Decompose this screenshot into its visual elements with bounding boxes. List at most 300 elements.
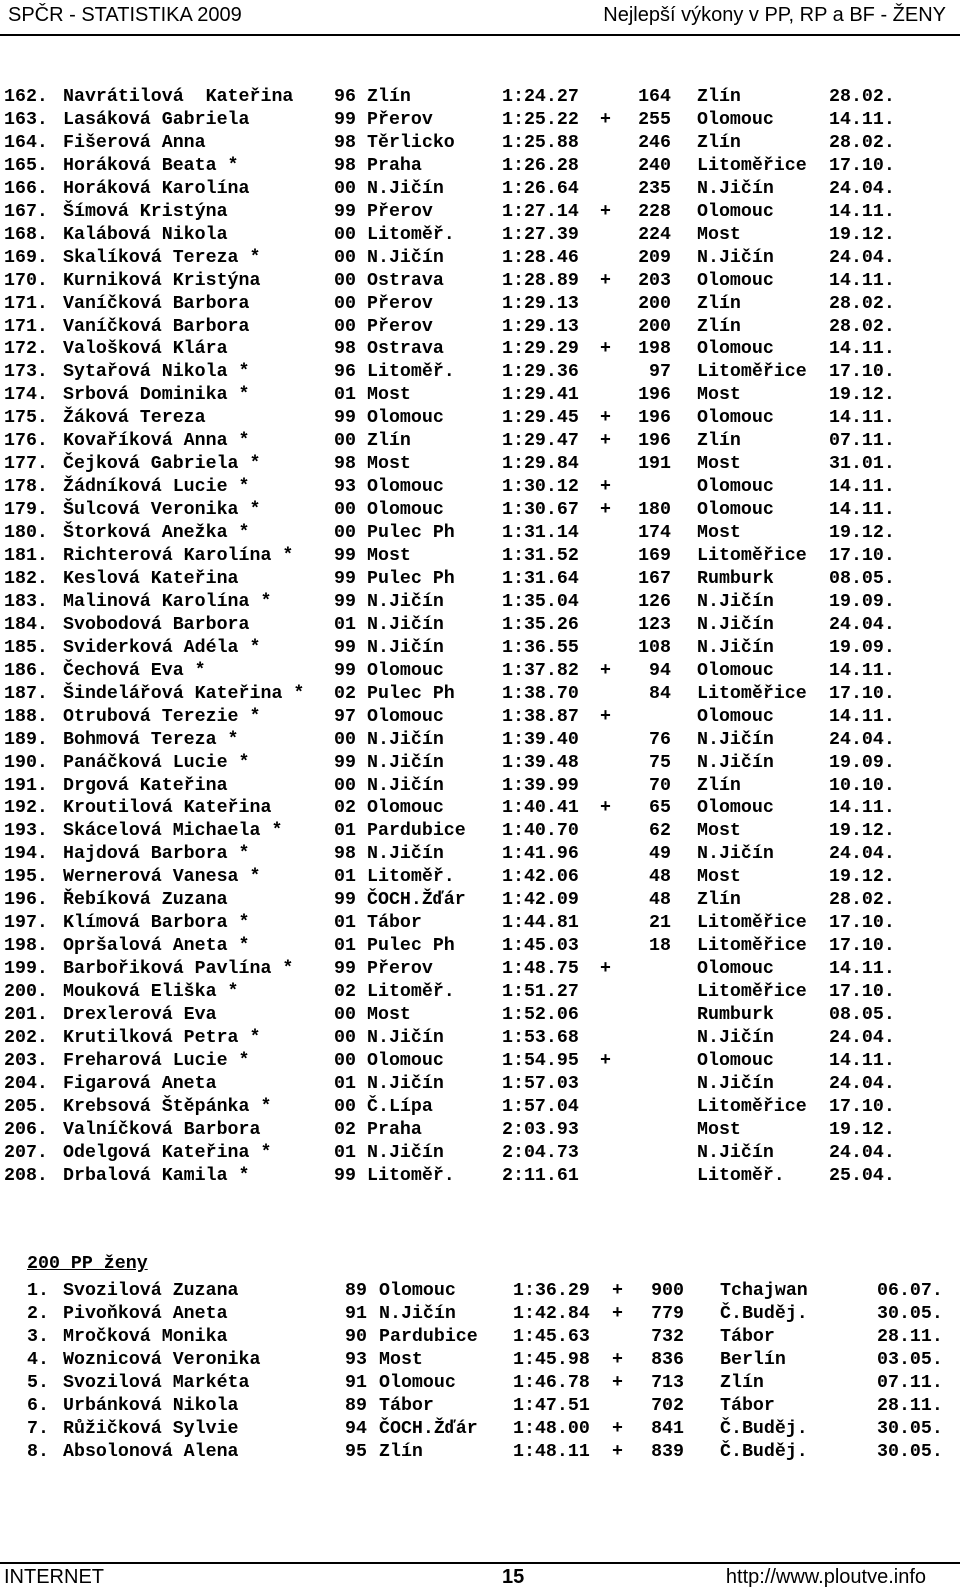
club-cell: N.Jičín <box>367 637 444 658</box>
rank-cell: 186. <box>4 660 48 681</box>
mark-cell: + <box>600 500 611 521</box>
table-row <box>0 476 960 499</box>
points-cell: 196 <box>638 431 671 452</box>
time-cell: 1:36.55 <box>502 637 579 658</box>
year-cell: 00 <box>334 316 356 337</box>
year-cell: 00 <box>334 178 356 199</box>
footer-url: http://www.ploutve.info <box>725 1566 926 1588</box>
time-cell: 1:41.96 <box>502 844 579 865</box>
rank-cell: 181. <box>4 546 48 566</box>
points-cell: 108 <box>638 637 671 658</box>
club-cell: Olomouc <box>367 477 444 498</box>
date-cell: 19.12. <box>829 867 895 888</box>
year-cell: 01 <box>334 385 356 406</box>
mark-cell: + <box>600 431 611 452</box>
year-cell: 00 <box>334 293 356 314</box>
year-cell: 89 <box>345 1396 367 1416</box>
points-cell: 702 <box>651 1396 684 1416</box>
points-cell: 839 <box>651 1442 684 1462</box>
year-cell: 00 <box>334 1027 356 1048</box>
year-cell: 01 <box>334 614 356 635</box>
time-cell: 1:45.98 <box>513 1350 590 1370</box>
rank-cell: 189. <box>4 729 48 750</box>
table-row <box>0 752 960 775</box>
name-cell: Čejková Gabriela * <box>63 454 261 475</box>
place-cell: N.Jičín <box>697 1142 774 1163</box>
club-cell: Pulec Ph <box>367 683 455 704</box>
place-cell: Zlín <box>697 316 741 337</box>
club-cell: Most <box>379 1350 423 1370</box>
table-row <box>0 453 960 476</box>
table-row <box>0 132 960 155</box>
time-cell: 1:57.03 <box>502 1073 579 1094</box>
table-row <box>0 1165 960 1188</box>
place-cell: Tábor <box>720 1396 775 1416</box>
table-row <box>0 981 960 1004</box>
time-cell: 1:57.04 <box>502 1096 579 1117</box>
year-cell: 00 <box>334 775 356 796</box>
club-cell: Most <box>367 385 411 406</box>
place-cell: Most <box>697 224 741 245</box>
time-cell: 1:28.89 <box>502 270 579 291</box>
mark-cell: + <box>600 339 611 360</box>
points-cell: 169 <box>638 546 671 566</box>
rank-cell: 205. <box>4 1096 48 1117</box>
year-cell: 00 <box>334 270 356 291</box>
name-cell: Svozilová Zuzana <box>63 1281 239 1301</box>
rank-cell: 198. <box>4 936 48 957</box>
rank-cell: 1. <box>27 1281 49 1301</box>
points-cell: 246 <box>638 132 671 153</box>
place-cell: Litoměřice <box>697 362 807 383</box>
club-cell: N.Jičín <box>367 775 444 796</box>
club-cell: N.Jičín <box>367 844 444 865</box>
table-row <box>0 316 960 339</box>
name-cell: Čechová Eva * <box>63 660 206 681</box>
place-cell: Olomouc <box>697 201 774 222</box>
name-cell: Richterová Karolína * <box>63 546 294 566</box>
time-cell: 1:38.70 <box>502 683 579 704</box>
year-cell: 02 <box>334 683 356 704</box>
table-row <box>0 1395 960 1418</box>
place-cell: Most <box>697 867 741 888</box>
club-cell: Přerov <box>367 316 433 337</box>
table-row <box>0 1372 960 1395</box>
date-cell: 14.11. <box>829 959 895 980</box>
club-cell: Litoměř. <box>367 867 455 888</box>
name-cell: Žádníková Lucie * <box>63 477 250 498</box>
name-cell: Freharová Lucie * <box>63 1050 250 1071</box>
rank-cell: 174. <box>4 385 48 406</box>
table-row <box>0 1441 960 1464</box>
place-cell: Olomouc <box>697 660 774 681</box>
name-cell: Šímová Kristýna <box>63 201 228 222</box>
rank-cell: 207. <box>4 1142 48 1163</box>
points-cell: 48 <box>649 890 671 911</box>
rank-cell: 180. <box>4 523 48 544</box>
date-cell: 24.04. <box>829 614 895 635</box>
date-cell: 10.10. <box>829 775 895 796</box>
points-cell: 180 <box>638 500 671 521</box>
table-row <box>0 1349 960 1372</box>
name-cell: Žáková Tereza <box>63 408 206 429</box>
year-cell: 99 <box>334 660 356 681</box>
name-cell: Hajdová Barbora * <box>63 844 250 865</box>
club-cell: Ostrava <box>367 270 444 291</box>
mark-cell: + <box>600 201 611 222</box>
time-cell: 1:39.40 <box>502 729 579 750</box>
club-cell: Pulec Ph <box>367 936 455 957</box>
year-cell: 99 <box>334 109 356 130</box>
rank-cell: 164. <box>4 132 48 153</box>
date-cell: 14.11. <box>829 270 895 291</box>
name-cell: Malinová Karolína * <box>63 591 272 612</box>
table-row <box>0 545 960 568</box>
mark-cell: + <box>600 408 611 429</box>
year-cell: 99 <box>334 408 356 429</box>
name-cell: Krebsová Štěpánka * <box>63 1096 272 1117</box>
club-cell: Přerov <box>367 293 433 314</box>
place-cell: N.Jičín <box>697 178 774 199</box>
year-cell: 02 <box>334 798 356 819</box>
name-cell: Woznicová Veronika <box>63 1350 261 1370</box>
rank-cell: 197. <box>4 913 48 934</box>
name-cell: Klímová Barbora * <box>63 913 250 934</box>
year-cell: 90 <box>345 1327 367 1347</box>
points-cell: 235 <box>638 178 671 199</box>
name-cell: Wernerová Vanesa * <box>63 867 261 888</box>
rank-cell: 8. <box>27 1442 49 1462</box>
time-cell: 1:42.09 <box>502 890 579 911</box>
mark-cell: + <box>612 1304 623 1324</box>
time-cell: 1:44.81 <box>502 913 579 934</box>
name-cell: Absolonová Alena <box>63 1442 239 1462</box>
points-cell: 779 <box>651 1304 684 1324</box>
place-cell: Zlín <box>697 132 741 153</box>
table-row <box>0 430 960 453</box>
year-cell: 97 <box>334 706 356 727</box>
year-cell: 01 <box>334 1142 356 1163</box>
place-cell: N.Jičín <box>697 729 774 750</box>
place-cell: Litoměřice <box>697 936 807 957</box>
time-cell: 1:48.75 <box>502 959 579 980</box>
points-cell: 48 <box>649 867 671 888</box>
name-cell: Bohmová Tereza * <box>63 729 239 750</box>
mark-cell: + <box>600 270 611 291</box>
rank-cell: 171. <box>4 293 48 314</box>
club-cell: Olomouc <box>367 500 444 521</box>
table-row <box>0 499 960 522</box>
club-cell: N.Jičín <box>367 247 444 268</box>
points-cell: 70 <box>649 775 671 796</box>
date-cell: 24.04. <box>829 1073 895 1094</box>
club-cell: Těrlicko <box>367 132 455 153</box>
time-cell: 1:24.27 <box>502 87 579 107</box>
year-cell: 98 <box>334 155 356 176</box>
year-cell: 99 <box>334 637 356 658</box>
club-cell: N.Jičín <box>367 752 444 773</box>
table-row <box>0 614 960 637</box>
name-cell: Valníčková Barbora <box>63 1119 261 1140</box>
time-cell: 1:37.82 <box>502 660 579 681</box>
place-cell: Most <box>697 385 741 406</box>
date-cell: 17.10. <box>829 1096 895 1117</box>
date-cell: 19.12. <box>829 385 895 406</box>
club-cell: ČOCH.Žďár <box>379 1419 478 1439</box>
mark-cell: + <box>612 1442 623 1462</box>
rank-cell: 176. <box>4 431 48 452</box>
year-cell: 00 <box>334 247 356 268</box>
rank-cell: 193. <box>4 821 48 842</box>
points-cell: 196 <box>638 385 671 406</box>
name-cell: Krutilková Petra * <box>63 1027 261 1048</box>
place-cell: Zlín <box>697 775 741 796</box>
place-cell: Rumburk <box>697 568 774 589</box>
date-cell: 03.05. <box>877 1350 943 1370</box>
date-cell: 24.04. <box>829 178 895 199</box>
name-cell: Šindelářová Kateřina * <box>63 683 305 704</box>
date-cell: 17.10. <box>829 546 895 566</box>
time-cell: 1:35.26 <box>502 614 579 635</box>
table-row <box>0 1119 960 1142</box>
time-cell: 1:31.64 <box>502 568 579 589</box>
rank-cell: 169. <box>4 247 48 268</box>
points-cell: 224 <box>638 224 671 245</box>
time-cell: 1:51.27 <box>502 982 579 1003</box>
date-cell: 28.02. <box>829 890 895 911</box>
points-cell: 841 <box>651 1419 684 1439</box>
club-cell: N.Jičín <box>367 591 444 612</box>
table-row <box>0 1280 960 1303</box>
time-cell: 1:40.70 <box>502 821 579 842</box>
table-row <box>0 155 960 178</box>
rank-cell: 179. <box>4 500 48 521</box>
name-cell: Sviderková Adéla * <box>63 637 261 658</box>
points-cell: 191 <box>638 454 671 475</box>
rank-cell: 3. <box>27 1327 49 1347</box>
table-row <box>0 1418 960 1441</box>
name-cell: Kroutilová Kateřina <box>63 798 272 819</box>
club-cell: Zlín <box>379 1442 423 1462</box>
club-cell: N.Jičín <box>367 1142 444 1163</box>
name-cell: Kovaříková Anna * <box>63 431 250 452</box>
date-cell: 06.07. <box>877 1281 943 1301</box>
section-title-200pp: 200 PP ženy <box>27 1254 148 1274</box>
club-cell: Ostrava <box>367 339 444 360</box>
year-cell: 01 <box>334 867 356 888</box>
points-cell: 209 <box>638 247 671 268</box>
time-cell: 2:03.93 <box>502 1119 579 1140</box>
mark-cell: + <box>600 798 611 819</box>
place-cell: Tchajwan <box>720 1281 808 1301</box>
date-cell: 17.10. <box>829 683 895 704</box>
points-cell: 836 <box>651 1350 684 1370</box>
club-cell: Most <box>367 454 411 475</box>
points-cell: 76 <box>649 729 671 750</box>
date-cell: 19.12. <box>829 523 895 544</box>
name-cell: Drbalová Kamila * <box>63 1165 250 1186</box>
place-cell: Zlín <box>697 890 741 911</box>
time-cell: 1:29.13 <box>502 316 579 337</box>
name-cell: Keslová Kateřina <box>63 568 239 589</box>
table-row <box>0 224 960 247</box>
year-cell: 98 <box>334 132 356 153</box>
year-cell: 99 <box>334 568 356 589</box>
place-cell: N.Jičín <box>697 591 774 612</box>
table-row <box>0 109 960 132</box>
header-subtitle: Nejlepší výkony v PP, RP a BF - ŽENY <box>603 4 946 26</box>
place-cell: N.Jičín <box>697 247 774 268</box>
rank-cell: 188. <box>4 706 48 727</box>
table-row <box>0 361 960 384</box>
points-cell: 164 <box>638 87 671 107</box>
date-cell: 28.02. <box>829 132 895 153</box>
table-row <box>0 247 960 270</box>
time-cell: 1:38.87 <box>502 706 579 727</box>
table-row <box>0 935 960 958</box>
points-cell: 174 <box>638 523 671 544</box>
name-cell: Svobodová Barbora <box>63 614 250 635</box>
name-cell: Skácelová Michaela * <box>63 821 283 842</box>
date-cell: 24.04. <box>829 844 895 865</box>
rank-cell: 201. <box>4 1005 48 1025</box>
time-cell: 1:31.14 <box>502 523 579 544</box>
name-cell: Urbánková Nikola <box>63 1396 239 1416</box>
club-cell: Přerov <box>367 201 433 222</box>
date-cell: 30.05. <box>877 1304 943 1324</box>
time-cell: 1:42.06 <box>502 867 579 888</box>
place-cell: N.Jičín <box>697 844 774 865</box>
club-cell: Pardubice <box>379 1327 478 1347</box>
club-cell: Olomouc <box>367 660 444 681</box>
club-cell: Litoměř. <box>367 1165 455 1186</box>
rank-cell: 191. <box>4 775 48 796</box>
year-cell: 99 <box>334 1165 356 1186</box>
club-cell: Praha <box>367 155 422 176</box>
club-cell: Olomouc <box>367 408 444 429</box>
year-cell: 00 <box>334 1096 356 1117</box>
club-cell: Litoměř. <box>367 982 455 1003</box>
year-cell: 99 <box>334 591 356 612</box>
place-cell: Olomouc <box>697 477 774 498</box>
table-row <box>0 1073 960 1096</box>
points-cell: 75 <box>649 752 671 773</box>
place-cell: Č.Buděj. <box>720 1419 808 1439</box>
table-row <box>0 729 960 752</box>
rank-cell: 190. <box>4 752 48 773</box>
place-cell: Litoměř. <box>697 1165 785 1186</box>
time-cell: 1:26.64 <box>502 178 579 199</box>
year-cell: 00 <box>334 523 356 544</box>
points-cell: 84 <box>649 683 671 704</box>
name-cell: Pivoňková Aneta <box>63 1304 228 1324</box>
place-cell: Litoměřice <box>697 982 807 1003</box>
club-cell: N.Jičín <box>367 178 444 199</box>
year-cell: 98 <box>334 339 356 360</box>
year-cell: 02 <box>334 1119 356 1140</box>
table-row <box>0 1142 960 1165</box>
club-cell: Olomouc <box>367 798 444 819</box>
mark-cell: + <box>600 959 611 980</box>
rank-cell: 196. <box>4 890 48 911</box>
year-cell: 95 <box>345 1442 367 1462</box>
rank-cell: 168. <box>4 224 48 245</box>
mark-cell: + <box>612 1419 623 1439</box>
name-cell: Řebíková Zuzana <box>63 890 228 911</box>
club-cell: Litoměř. <box>367 362 455 383</box>
name-cell: Lasáková Gabriela <box>63 109 250 130</box>
date-cell: 14.11. <box>829 477 895 498</box>
date-cell: 28.02. <box>829 293 895 314</box>
points-cell: 200 <box>638 316 671 337</box>
place-cell: Olomouc <box>697 706 774 727</box>
date-cell: 19.09. <box>829 752 895 773</box>
rank-cell: 6. <box>27 1396 49 1416</box>
time-cell: 1:45.03 <box>502 936 579 957</box>
year-cell: 91 <box>345 1373 367 1393</box>
points-cell: 97 <box>649 362 671 383</box>
mark-cell: + <box>612 1373 623 1393</box>
year-cell: 99 <box>334 890 356 911</box>
rank-cell: 167. <box>4 201 48 222</box>
rank-cell: 204. <box>4 1073 48 1094</box>
name-cell: Kurniková Kristýna <box>63 270 261 291</box>
table-row <box>0 775 960 798</box>
place-cell: Litoměřice <box>697 913 807 934</box>
name-cell: Drexlerová Eva <box>63 1005 217 1025</box>
points-cell: 196 <box>638 408 671 429</box>
table-row <box>0 660 960 683</box>
club-cell: N.Jičín <box>379 1304 456 1324</box>
year-cell: 00 <box>334 1005 356 1025</box>
date-cell: 30.05. <box>877 1419 943 1439</box>
date-cell: 14.11. <box>829 660 895 681</box>
time-cell: 1:53.68 <box>502 1027 579 1048</box>
place-cell: Olomouc <box>697 798 774 819</box>
points-cell: 49 <box>649 844 671 865</box>
year-cell: 94 <box>345 1419 367 1439</box>
rank-cell: 177. <box>4 454 48 475</box>
club-cell: Přerov <box>367 959 433 980</box>
footer-rule <box>0 1562 960 1564</box>
header-title: SPČR - STATISTIKA 2009 <box>8 4 242 26</box>
table-row <box>0 706 960 729</box>
header-rule <box>0 34 960 36</box>
time-cell: 1:52.06 <box>502 1005 579 1025</box>
club-cell: Olomouc <box>367 1050 444 1071</box>
club-cell: Tábor <box>379 1396 434 1416</box>
year-cell: 99 <box>334 201 356 222</box>
place-cell: Most <box>697 821 741 842</box>
time-cell: 1:30.12 <box>502 477 579 498</box>
points-cell: 167 <box>638 568 671 589</box>
mark-cell: + <box>600 109 611 130</box>
rank-cell: 202. <box>4 1027 48 1048</box>
name-cell: Horáková Beata * <box>63 155 239 176</box>
time-cell: 1:29.84 <box>502 454 579 475</box>
date-cell: 14.11. <box>829 339 895 360</box>
mark-cell: + <box>600 1050 611 1071</box>
year-cell: 99 <box>334 546 356 566</box>
club-cell: Olomouc <box>379 1373 456 1393</box>
club-cell: N.Jičín <box>367 1073 444 1094</box>
club-cell: Tábor <box>367 913 422 934</box>
rank-cell: 195. <box>4 867 48 888</box>
year-cell: 96 <box>334 87 356 107</box>
rank-cell: 208. <box>4 1165 48 1186</box>
rank-cell: 165. <box>4 155 48 176</box>
date-cell: 14.11. <box>829 500 895 521</box>
